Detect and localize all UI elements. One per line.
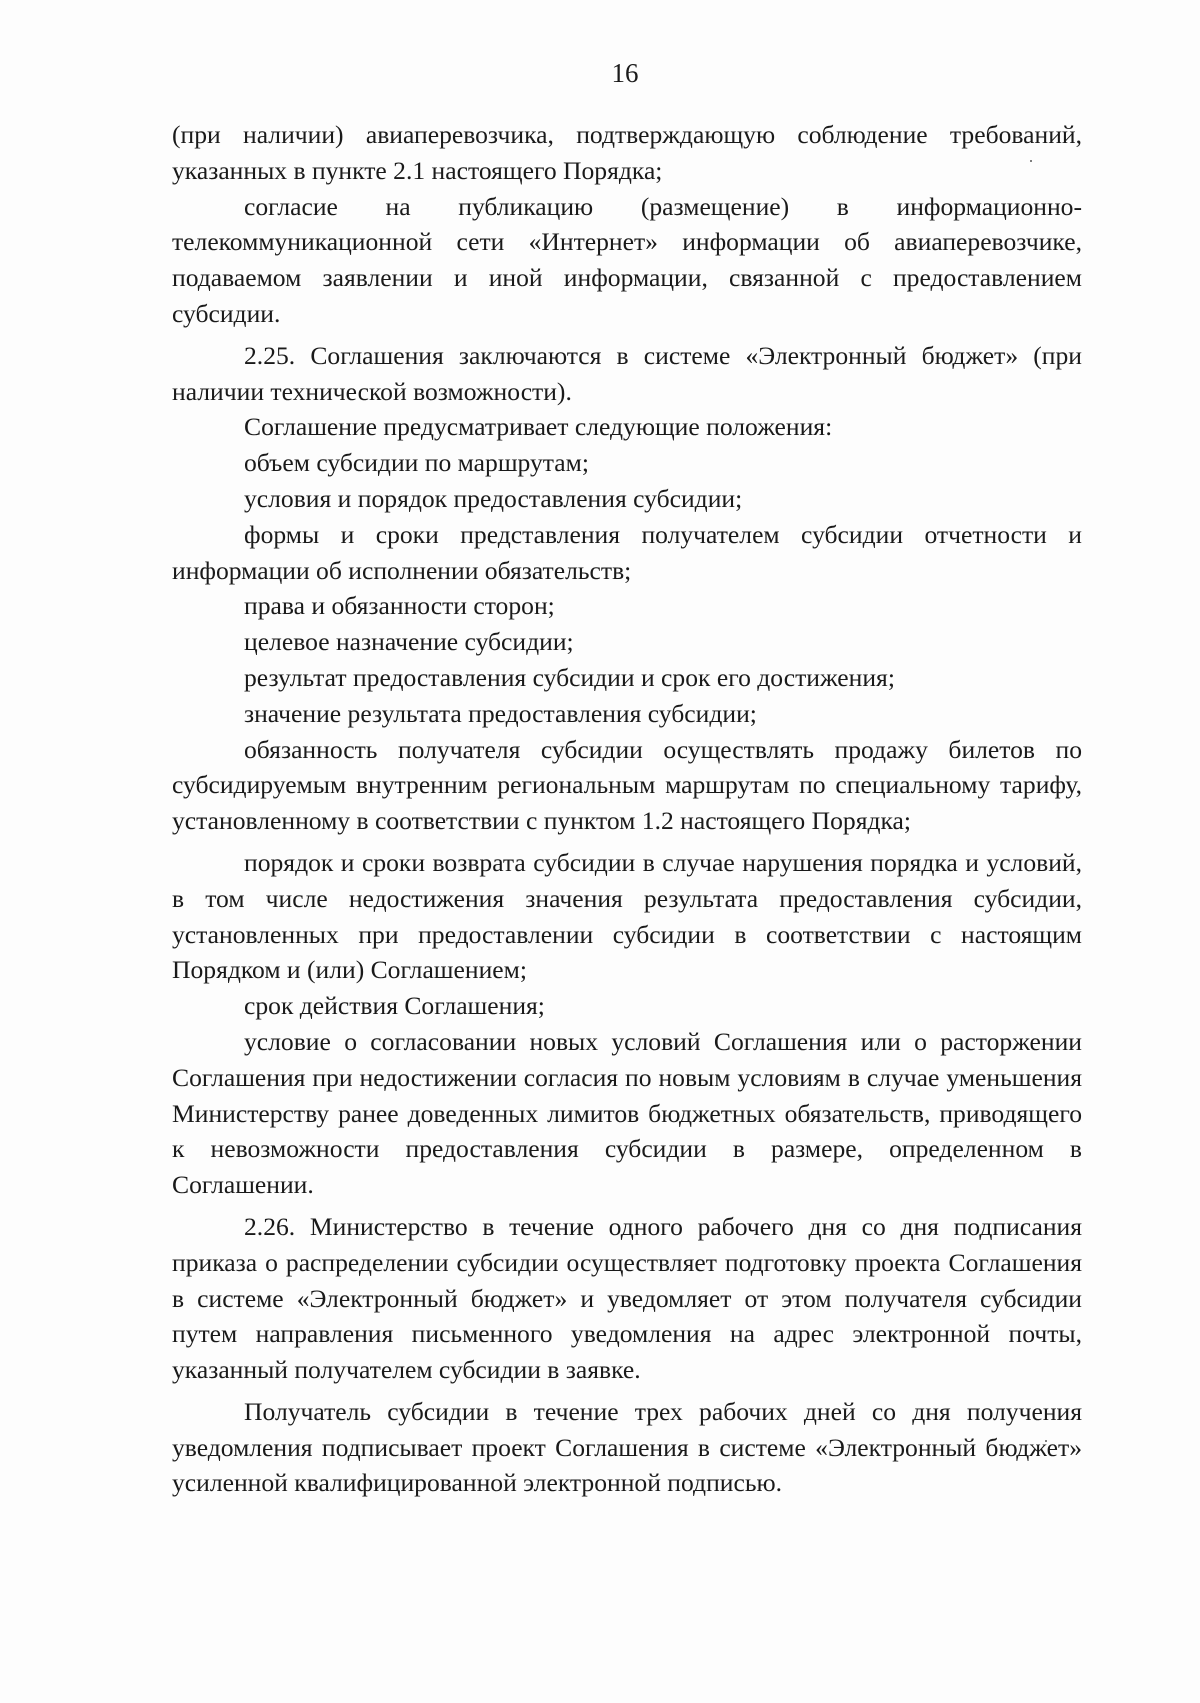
paragraph-publication-consent: согласие на публикацию (размещение) в информационно-телекоммуникационной сети «Интернет» информации об авиаперевозчике, подаваемом заявлении и иной информации, связанной с предоставлением субсидии. — [172, 191, 1082, 328]
paragraph-carrier-confirmation: (при наличии) авиаперевозчика, подтверждающую соблюдение требований, указанных в пункте 2.1 настоящего Порядка; — [172, 120, 1082, 185]
paragraph-rights-duties: права и обязанности сторон; — [244, 591, 555, 621]
paragraph-agreement-term: срок действия Соглашения; — [244, 991, 545, 1021]
paragraph-clause-2-25: 2.25. Соглашения заключаются в системе «Электронный бюджет» (при наличии технической возможности). — [172, 340, 1082, 406]
paragraph-recipient-signing: Получатель субсидии в течение трех рабочих дней со дня получения уведомления подписывает проект Соглашения в системе «Электронный бюджет» усиленной квалифицированной электронной подписью. — [172, 1396, 1082, 1498]
paragraph-target-purpose: целевое назначение субсидии; — [244, 627, 574, 657]
paragraph-agreement-provisions: Соглашение предусматривает следующие положения: — [244, 412, 833, 442]
paragraph-reporting-forms: формы и сроки представления получателем субсидии отчетности и информации об исполнении обязательств; — [172, 519, 1082, 585]
paragraph-ticket-sales-duty: обязанность получателя субсидии осуществлять продажу билетов по субсидируемым внутренним региональным маршрутам по специальному тарифу, установленному в соответствии с пунктом 1.2 настоящего Порядка; — [172, 734, 1082, 836]
page-number: 16 — [611, 58, 639, 88]
paragraph-result-value: значение результата предоставления субсидии; — [244, 698, 757, 728]
paragraph-conditions-procedure: условия и порядок предоставления субсидии; — [244, 483, 743, 513]
paragraph-subsidy-volume: объем субсидии по маршрутам; — [244, 448, 589, 478]
paragraph-result-deadline: результат предоставления субсидии и срок его достижения; — [244, 662, 895, 692]
paragraph-refund-procedure: порядок и сроки возврата субсидии в случае нарушения порядка и условий, в том числе недостижения значения результата предоставления субсидии, установленных при предоставлении субсидии в соответствии с настоящим Порядком и (или) Соглашением; — [172, 847, 1082, 985]
paragraph-new-conditions: условие о согласовании новых условий Соглашения или о расторжении Соглашения при недостижении согласия по новым условиям в случае уменьшения Министерству ранее доведенных лимитов бюджетных обязательств, приводящего к невозможности предоставления субсидии в размере, определенном в Соглашении. — [172, 1026, 1082, 1200]
paragraph-clause-2-26: 2.26. Министерство в течение одного рабочего дня со дня подписания приказа о распределении субсидии осуществляет подготовку проекта Соглашения в системе «Электронный бюджет» и уведомляет от этом получателя субсидии путем направления письменного уведомления на адрес электронной почты, указанный получателем субсидии в заявке. — [172, 1211, 1082, 1385]
document-body — [172, 117, 1082, 1501]
